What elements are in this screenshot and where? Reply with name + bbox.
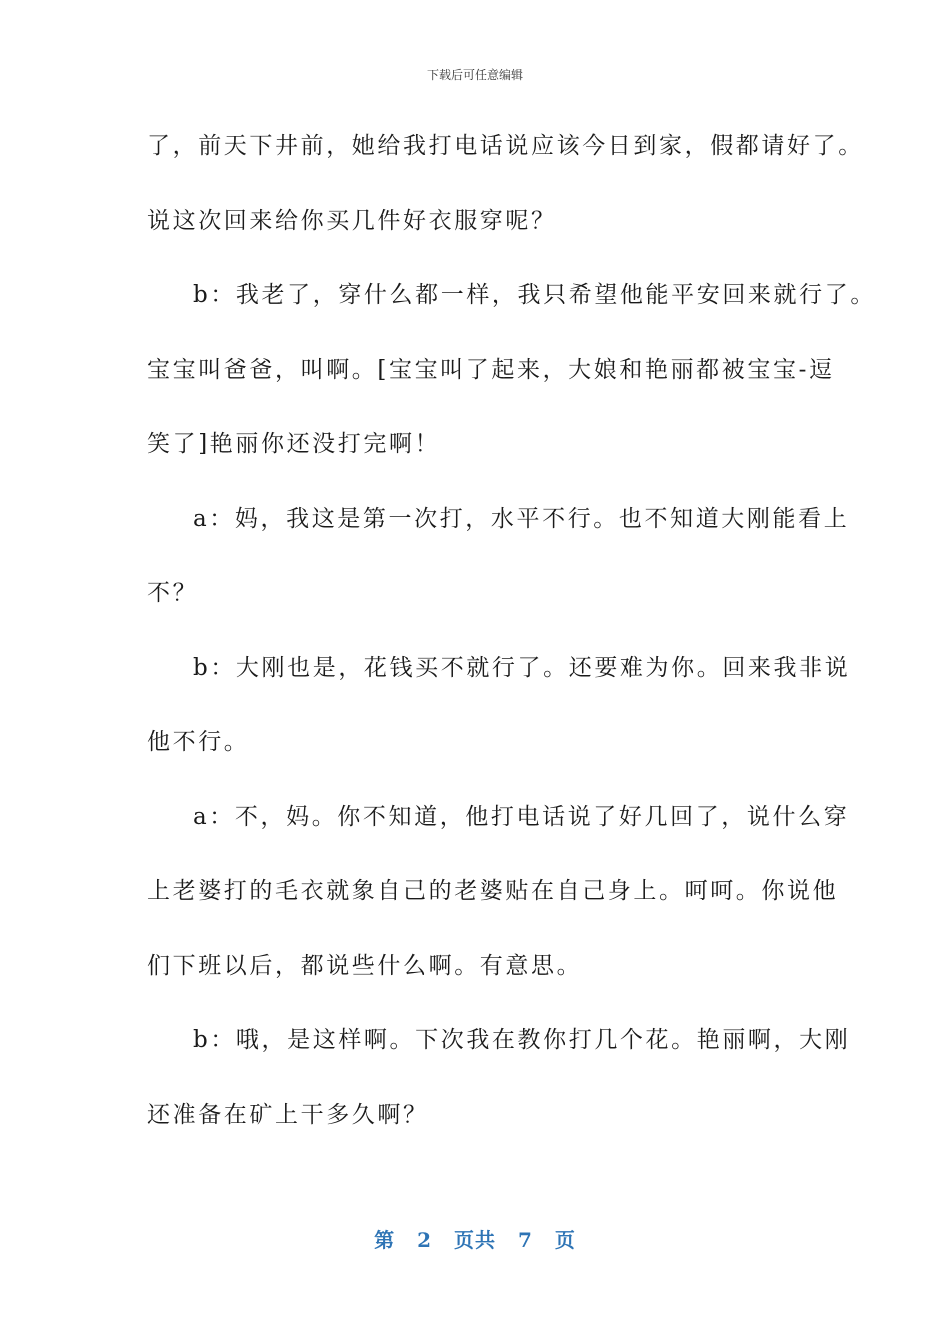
text-line: 宝宝叫爸爸，叫啊。[宝宝叫了起来，大娘和艳丽都被宝宝-逗 [147, 356, 835, 383]
text-line: 不？ [147, 580, 199, 606]
text-line: 笑了]艳丽你还没打完啊！ [147, 431, 441, 457]
current-page-number: 2 [417, 1228, 432, 1252]
footer-prefix: 第 [374, 1228, 396, 1252]
total-page-number: 7 [518, 1228, 533, 1252]
text-line: a：不，妈。你不知道，他打电话说了好几回了，说什么穿 [193, 803, 850, 830]
page-footer [0, 1224, 950, 1253]
text-line: b：我老了，穿什么都一样，我只希望他能平安回来就行了。 [193, 282, 876, 308]
text-line: 说这次回来给你买几件好衣服穿呢？ [147, 207, 557, 234]
text-line: 上老婆打的毛衣就象自己的老婆贴在自己身上。呵呵。你说他 [147, 878, 839, 904]
text-line: b：哦，是这样啊。下次我在教你打几个花。艳丽啊，大刚 [193, 1027, 851, 1053]
text-line: 他不行。 [147, 729, 250, 755]
text-line: a：妈，我这是第一次打，水平不行。也不知道大刚能看上 [193, 505, 850, 532]
text-line: b：大刚也是，花钱买不就行了。还要难为你。回来我非说 [193, 654, 851, 681]
footer-suffix: 页 [554, 1228, 576, 1252]
text-line: 了，前天下井前，她给我打电话说应该今日到家，假都请好了。 [147, 133, 864, 159]
document-body [147, 109, 876, 1152]
text-line: 们下班以后，都说些什么啊。有意思。 [147, 952, 583, 979]
text-line: 还准备在矿上干多久啊？ [147, 1101, 429, 1128]
footer-middle: 页共 [454, 1228, 496, 1252]
page-header: 下载后可任意编辑 [426, 68, 523, 82]
